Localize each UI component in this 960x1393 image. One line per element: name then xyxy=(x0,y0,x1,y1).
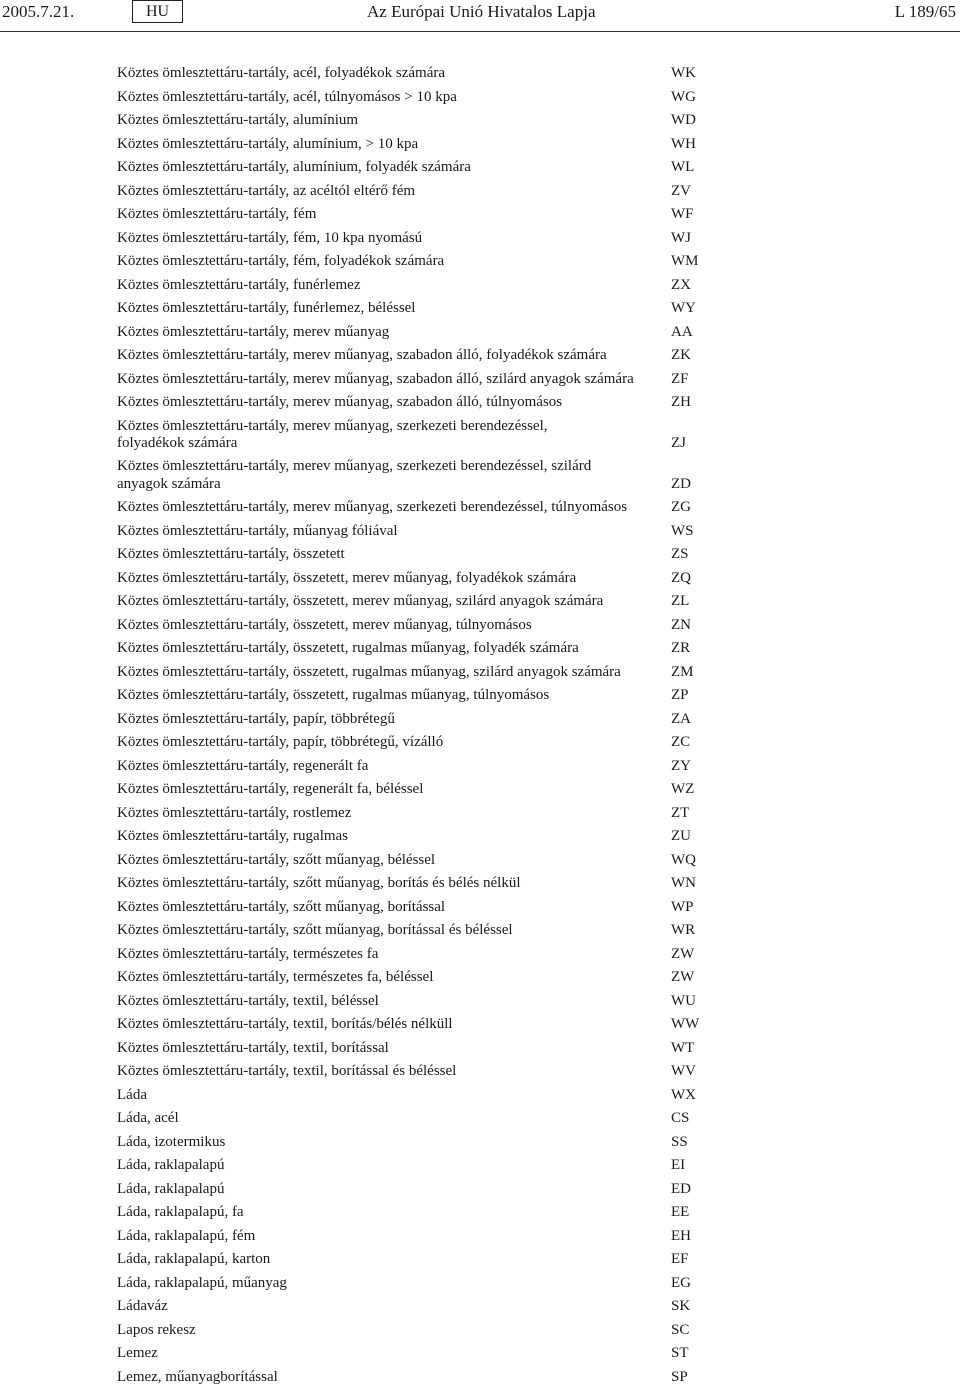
package-code: WL xyxy=(671,159,695,175)
list-item xyxy=(117,523,717,540)
package-code: CS xyxy=(671,1110,690,1127)
list-item xyxy=(117,1298,717,1315)
list-item xyxy=(117,230,717,247)
package-type-label: Láda, raklapalapú xyxy=(117,1180,225,1197)
page-header xyxy=(0,0,960,30)
package-type-label: Ládaváz xyxy=(117,1298,168,1315)
package-type-label: Köztes ömlesztettáru-tartály, textil, béléssel xyxy=(117,992,379,1009)
list-item xyxy=(117,418,717,453)
list-item xyxy=(117,1345,717,1362)
package-code: WV xyxy=(671,1063,696,1080)
package-code: WR xyxy=(671,922,696,939)
package-code: ZS xyxy=(671,546,689,563)
list-item xyxy=(117,852,717,869)
list-item xyxy=(117,593,717,610)
package-type-label: Láda, raklapalapú, karton xyxy=(117,1251,271,1268)
package-type-label: Láda, izotermikus xyxy=(117,1133,226,1150)
package-type-label: Köztes ömlesztettáru-tartály, textil, borítás/bélés nélküll xyxy=(117,1016,453,1033)
package-code: SS xyxy=(671,1133,688,1150)
package-type-label: Köztes ömlesztettáru-tartály, textil, borítással és béléssel xyxy=(117,1063,457,1080)
list-item xyxy=(117,1110,717,1127)
package-type-label: Láda, raklapalapú, műanyag xyxy=(117,1274,287,1291)
package-type-label: Köztes ömlesztettáru-tartály, rugalmas xyxy=(117,828,349,845)
package-type-label: Köztes ömlesztettáru-tartály, rostlemez xyxy=(117,804,352,821)
package-code: WF xyxy=(671,206,694,222)
list-item xyxy=(117,1181,717,1198)
package-code: SP xyxy=(671,1368,688,1385)
package-type-label: Láda, acél xyxy=(117,1110,179,1127)
package-code: WG xyxy=(671,88,696,105)
list-item xyxy=(117,347,717,364)
package-type-label: Köztes ömlesztettáru-tartály, műanyag fóliával xyxy=(117,522,398,539)
package-code: ZL xyxy=(671,593,690,610)
package-type-label: Köztes ömlesztettáru-tartály, funérlemez xyxy=(117,276,361,293)
list-item xyxy=(117,828,717,845)
package-type-label: Köztes ömlesztettáru-tartály, alumínium, > 10 kpa xyxy=(117,135,419,152)
package-code: WN xyxy=(671,875,696,892)
package-type-label: Láda, raklapalapú xyxy=(117,1157,225,1174)
package-type-label: Köztes ömlesztettáru-tartály, összetett xyxy=(117,546,345,563)
list-item xyxy=(117,1322,717,1339)
package-type-label: Láda, raklapalapú, fa xyxy=(117,1204,244,1221)
list-item xyxy=(117,969,717,986)
package-type-label: Láda xyxy=(117,1086,147,1103)
package-code: ZF xyxy=(671,370,689,387)
package-code: WU xyxy=(671,992,696,1009)
list-item xyxy=(117,65,717,82)
list-item xyxy=(117,159,717,176)
package-code: ZT xyxy=(671,804,690,821)
package-code: WW xyxy=(671,1016,700,1033)
package-type-label: Köztes ömlesztettáru-tartály, szőtt műanyag, borítás és bélés nélkül xyxy=(117,875,521,892)
package-type-label: Köztes ömlesztettáru-tartály, merev műanyag, szerkezeti berendezéssel, szilárd anyagok számára xyxy=(117,458,592,492)
package-type-label: Lapos rekesz xyxy=(117,1321,196,1338)
package-code: SK xyxy=(671,1298,691,1315)
package-type-label: Köztes ömlesztettáru-tartály, regenerált fa xyxy=(117,757,369,774)
package-code: WT xyxy=(671,1039,695,1056)
package-code: WZ xyxy=(671,781,695,798)
package-type-label: Köztes ömlesztettáru-tartály, összetett, merev műanyag, szilárd anyagok számára xyxy=(117,593,604,610)
package-type-label: Láda, raklapalapú, fém xyxy=(117,1227,256,1244)
list-item xyxy=(117,711,717,728)
list-item xyxy=(117,1228,717,1245)
package-type-label: Köztes ömlesztettáru-tartály, szőtt műanyag, béléssel xyxy=(117,851,436,868)
package-type-label: Köztes ömlesztettáru-tartály, merev műanyag, szerkezeti berendezéssel, túlnyomásos xyxy=(117,499,628,516)
package-type-label: Köztes ömlesztettáru-tartály, az acéltól eltérő fém xyxy=(117,182,416,199)
package-code: ZW xyxy=(671,969,695,986)
package-code: ZY xyxy=(671,757,691,774)
package-type-label: Köztes ömlesztettáru-tartály, merev műanyag, szabadon álló, folyadékok számára xyxy=(117,347,607,363)
package-code: ZC xyxy=(671,734,691,751)
package-type-label: Köztes ömlesztettáru-tartály, papír, többrétegű, vízálló xyxy=(117,734,444,751)
list-item xyxy=(117,922,717,939)
list-item xyxy=(117,183,717,200)
package-type-label: Köztes ömlesztettáru-tartály, merev műanyag xyxy=(117,323,390,340)
package-code: ZK xyxy=(671,347,691,363)
package-code: WK xyxy=(671,65,696,81)
language-badge: HU xyxy=(132,0,183,23)
list-item xyxy=(117,1275,717,1292)
list-item xyxy=(117,458,717,493)
list-item xyxy=(117,899,717,916)
package-code: WX xyxy=(671,1086,696,1103)
list-item xyxy=(117,89,717,106)
package-type-label: Köztes ömlesztettáru-tartály, funérlemez, béléssel xyxy=(117,300,416,316)
list-item xyxy=(117,1251,717,1268)
package-type-label: Köztes ömlesztettáru-tartály, összetett, merev műanyag, folyadékok számára xyxy=(117,569,577,586)
package-code: ED xyxy=(671,1180,691,1197)
list-item xyxy=(117,1369,717,1386)
package-code: ZD xyxy=(671,475,691,492)
package-type-label: Köztes ömlesztettáru-tartály, alumínium xyxy=(117,112,359,128)
list-item xyxy=(117,1087,717,1104)
package-code: WY xyxy=(671,300,696,316)
header-rule xyxy=(0,31,960,32)
package-code: ZW xyxy=(671,945,695,962)
package-code: WJ xyxy=(671,229,691,246)
list-item xyxy=(117,253,717,270)
list-item xyxy=(117,1204,717,1221)
package-code: ZV xyxy=(671,182,691,199)
package-type-label: Köztes ömlesztettáru-tartály, textil, borítással xyxy=(117,1039,389,1056)
list-item xyxy=(117,1016,717,1033)
list-item xyxy=(117,371,717,388)
list-item xyxy=(117,734,717,751)
list-item xyxy=(117,277,717,294)
package-code: ZG xyxy=(671,499,691,516)
list-item xyxy=(117,687,717,704)
package-type-label: Köztes ömlesztettáru-tartály, regenerált fa, béléssel xyxy=(117,781,424,798)
package-type-label: Köztes ömlesztettáru-tartály, szőtt műanyag, borítással xyxy=(117,898,446,915)
list-item xyxy=(117,993,717,1010)
list-item xyxy=(117,758,717,775)
list-item xyxy=(117,546,717,563)
package-code: ZU xyxy=(671,828,691,845)
package-code: ZA xyxy=(671,710,691,727)
package-type-label: Köztes ömlesztettáru-tartály, alumínium, folyadék számára xyxy=(117,159,471,175)
list-item xyxy=(117,1157,717,1174)
package-code: EI xyxy=(671,1157,686,1174)
code-list xyxy=(117,65,717,1392)
package-code: WD xyxy=(671,112,696,128)
package-type-label: Köztes ömlesztettáru-tartály, merev műanyag, szerkezeti berendezéssel, folyadékok számára xyxy=(117,417,548,451)
list-item xyxy=(117,324,717,341)
list-item xyxy=(117,875,717,892)
package-code: EE xyxy=(671,1204,690,1221)
list-item xyxy=(117,946,717,963)
package-type-label: Köztes ömlesztettáru-tartály, természetes fa, béléssel xyxy=(117,969,434,986)
package-type-label: Lemez, műanyagborítással xyxy=(117,1368,278,1385)
list-item xyxy=(117,1040,717,1057)
list-item xyxy=(117,781,717,798)
list-item xyxy=(117,112,717,129)
package-type-label: Köztes ömlesztettáru-tartály, szőtt műanyag, borítással és béléssel xyxy=(117,922,513,939)
package-type-label: Köztes ömlesztettáru-tartály, összetett, rugalmas műanyag, szilárd anyagok számára xyxy=(117,663,621,680)
package-type-label: Köztes ömlesztettáru-tartály, acél, folyadékok számára xyxy=(117,65,446,81)
package-code: ZJ xyxy=(671,434,686,451)
package-type-label: Köztes ömlesztettáru-tartály, összetett, rugalmas műanyag, túlnyomásos xyxy=(117,687,550,704)
journal-title: Az Európai Unió Hivatalos Lapja xyxy=(367,2,596,21)
list-item xyxy=(117,1063,717,1080)
list-item xyxy=(117,664,717,681)
package-type-label: Köztes ömlesztettáru-tartály, fém xyxy=(117,206,317,222)
package-code: EF xyxy=(671,1251,689,1268)
package-type-label: Köztes ömlesztettáru-tartály, természetes fa xyxy=(117,945,379,962)
package-code: ZQ xyxy=(671,569,691,586)
package-code: WP xyxy=(671,898,694,915)
list-item xyxy=(117,570,717,587)
package-code: ZN xyxy=(671,616,691,633)
package-type-label: Köztes ömlesztettáru-tartály, acél, túlnyomásos > 10 kpa xyxy=(117,88,457,105)
page-reference: L 189/65 xyxy=(894,2,956,21)
package-code: EH xyxy=(671,1227,691,1244)
package-code: EG xyxy=(671,1274,691,1291)
list-item xyxy=(117,805,717,822)
list-item xyxy=(117,499,717,516)
list-item xyxy=(117,1134,717,1151)
list-item xyxy=(117,394,717,411)
package-code: ZM xyxy=(671,663,694,680)
package-type-label: Köztes ömlesztettáru-tartály, összetett, rugalmas műanyag, folyadék számára xyxy=(117,640,579,657)
list-item xyxy=(117,206,717,223)
package-code: ZX xyxy=(671,276,691,293)
package-code: WM xyxy=(671,253,699,269)
package-code: ZR xyxy=(671,640,691,657)
package-code: ZH xyxy=(671,394,691,410)
list-item xyxy=(117,136,717,153)
package-code: ST xyxy=(671,1345,689,1362)
package-code: WH xyxy=(671,135,696,152)
package-type-label: Köztes ömlesztettáru-tartály, összetett, merev műanyag, túlnyomásos xyxy=(117,616,532,633)
publication-date: 2005.7.21. xyxy=(2,2,75,21)
package-code: SC xyxy=(671,1321,690,1338)
package-code: WS xyxy=(671,522,694,539)
list-item xyxy=(117,300,717,317)
list-item xyxy=(117,640,717,657)
package-type-label: Lemez xyxy=(117,1345,158,1362)
package-type-label: Köztes ömlesztettáru-tartály, merev műanyag, szabadon álló, túlnyomásos xyxy=(117,394,563,410)
list-item xyxy=(117,617,717,634)
package-type-label: Köztes ömlesztettáru-tartály, fém, 10 kpa nyomású xyxy=(117,229,423,246)
package-type-label: Köztes ömlesztettáru-tartály, fém, folyadékok számára xyxy=(117,253,445,269)
package-type-label: Köztes ömlesztettáru-tartály, papír, többrétegű xyxy=(117,710,395,727)
package-code: ZP xyxy=(671,687,689,704)
package-type-label: Köztes ömlesztettáru-tartály, merev műanyag, szabadon álló, szilárd anyagok számára xyxy=(117,370,634,387)
package-code: AA xyxy=(671,323,693,340)
package-code: WQ xyxy=(671,851,696,868)
